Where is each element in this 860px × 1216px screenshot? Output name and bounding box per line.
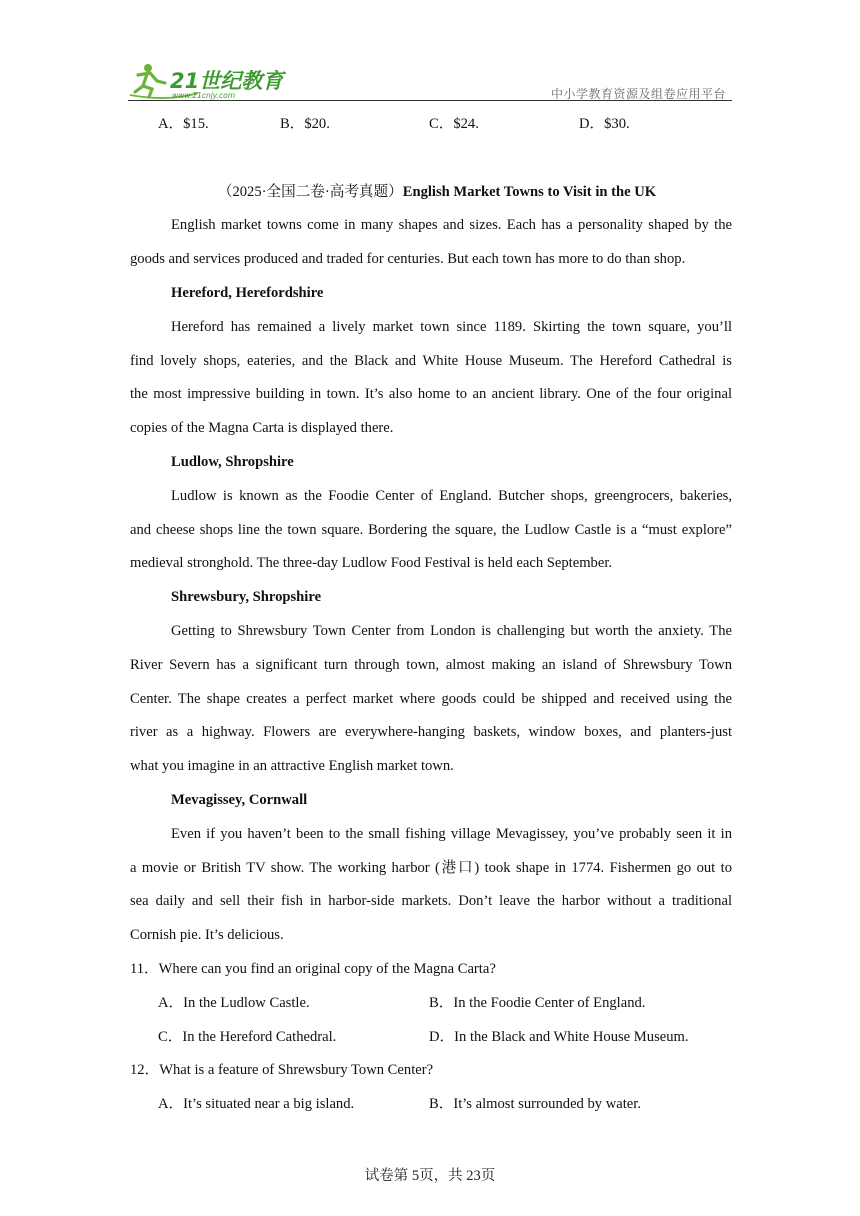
passage-title xyxy=(130,176,732,210)
previous-question-options xyxy=(130,108,732,142)
section-heading-ludlow: Ludlow, Shropshire xyxy=(171,453,294,470)
paragraph-line: Center. The shape creates a perfect market where goods could be shipped and received using the xyxy=(130,690,732,707)
paragraph-line: River Severn has a significant turn through town, almost making an island of Shrewsbury Town xyxy=(130,656,732,673)
question-12-stem: 12．What is a feature of Shrewsbury Town Center? xyxy=(130,1062,434,1079)
option-b: B．$20. xyxy=(280,116,330,132)
svg-text:21世纪教育: 21世纪教育 xyxy=(170,69,284,93)
paragraph-line: a movie or British TV show. The working harbor (港口) took shape in 1774. Fishermen go out to xyxy=(130,859,732,876)
paragraph-line: copies of the Magna Carta is displayed there. xyxy=(130,420,394,437)
header-divider xyxy=(128,100,732,101)
passage-source: （2025·全国二卷·高考真题） xyxy=(217,183,403,200)
q11-option-a: A．In the Ludlow Castle. xyxy=(158,994,310,1011)
section-heading-mevagissey: Mevagissey, Cornwall xyxy=(171,791,308,808)
passage-title-text: English Market Towns to Visit in the UK xyxy=(402,183,657,200)
paragraph-line: Ludlow is known as the Foodie Center of England. Butcher shops, greengrocers, bakeries, xyxy=(171,487,732,504)
page-content xyxy=(130,108,732,1122)
platform-name: 中小学教育资源及组卷应用平台 xyxy=(550,87,726,101)
option-a: A．$15. xyxy=(158,116,209,132)
question-11-options-row-2 xyxy=(130,1021,732,1055)
section-heading-hereford: Hereford, Herefordshire xyxy=(171,284,324,301)
question-12-options-row-1 xyxy=(130,1088,732,1122)
question-11-options-row-1 xyxy=(130,987,732,1021)
q12-option-a: A．It’s situated near a big island. xyxy=(158,1096,355,1113)
paragraph-line: sea daily and sell their fish in harbor-side markets. Don’t leave the harbor without a traditional xyxy=(130,893,732,910)
paragraph-line: the most impressive building in town. It’s also home to an ancient library. One of the four original xyxy=(130,386,732,403)
paragraph-line: Even if you haven’t been to the small fishing village Mevagissey, you’ve probably seen it in xyxy=(171,825,732,842)
q11-option-d: D．In the Black and White House Museum. xyxy=(429,1028,689,1045)
intro-line: goods and services produced and traded for centuries. But each town has more to do than shop. xyxy=(130,251,686,268)
paragraph-line: and cheese shops line the town square. Bordering the square, the Ludlow Castle is a “must explore” xyxy=(130,521,732,538)
paragraph-line: Cornish pie. It’s delicious. xyxy=(130,927,284,944)
page-footer: 试卷第 5页，共 23页 xyxy=(364,1168,496,1184)
paragraph-line: what you imagine in an attractive English market town. xyxy=(130,758,454,775)
logo-21cnjy xyxy=(128,62,288,100)
paragraph-line: Getting to Shrewsbury Town Center from London is challenging but worth the anxiety. The xyxy=(171,622,732,639)
paragraph-line: river as a highway. Flowers are everywhere-hanging baskets, window boxes, and planters-just xyxy=(130,724,732,741)
option-d: D．$30. xyxy=(579,116,630,132)
q12-option-b: B．It’s almost surrounded by water. xyxy=(429,1096,641,1113)
paragraph-line: find lovely shops, eateries, and the Black and White House Museum. The Hereford Cathedral is xyxy=(130,352,732,369)
intro-line: English market towns come in many shapes and sizes. Each has a personality shaped by the xyxy=(171,217,732,234)
section-heading-shrewsbury: Shrewsbury, Shropshire xyxy=(171,589,322,606)
option-c: C．$24. xyxy=(429,116,479,132)
blank-line xyxy=(130,142,732,176)
question-11-stem: 11．Where can you find an original copy of the Magna Carta? xyxy=(130,960,496,977)
paragraph-line: medieval stronghold. The three-day Ludlow Food Festival is held each September. xyxy=(130,555,613,572)
q11-option-b: B．In the Foodie Center of England. xyxy=(429,994,646,1011)
page-header xyxy=(128,62,732,104)
paragraph-line: Hereford has remained a lively market town since 1189. Skirting the town square, you’ll xyxy=(171,318,732,335)
q11-option-c: C．In the Hereford Cathedral. xyxy=(158,1028,337,1045)
svg-text:www.21cnjy.com: www.21cnjy.com xyxy=(172,91,236,100)
